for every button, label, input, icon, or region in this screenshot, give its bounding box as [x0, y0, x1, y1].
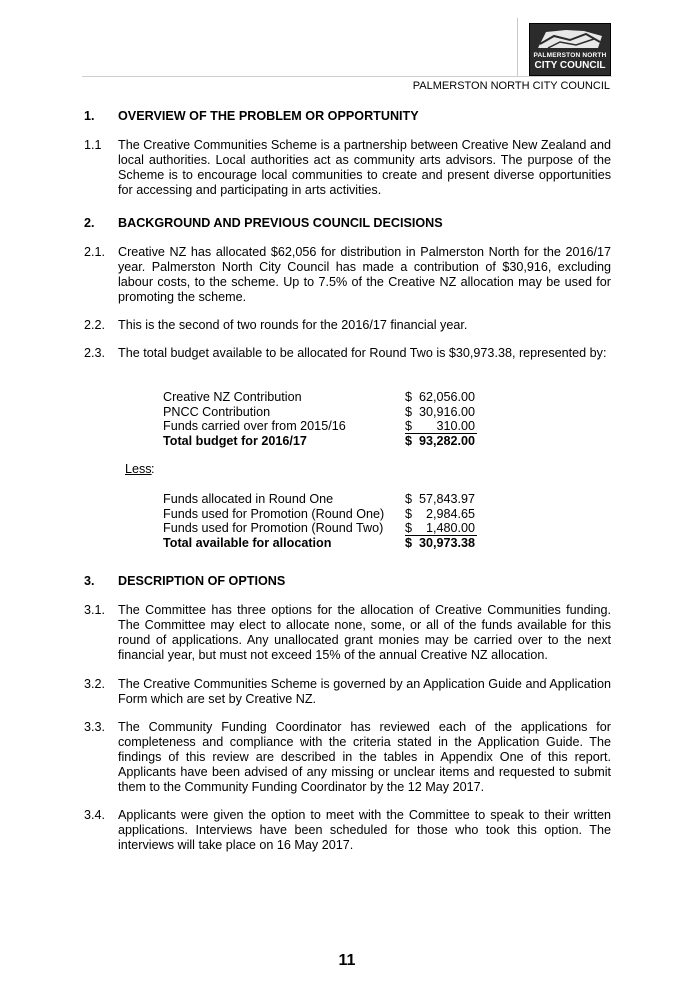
- paragraph-number: 3.4.: [84, 808, 106, 822]
- paragraph-text: This is the second of two rounds for the 2016/17 financial year.: [118, 318, 468, 332]
- row-amount: 1,480.00: [425, 521, 475, 536]
- row-currency: $: [405, 521, 413, 536]
- page-number: 11: [338, 952, 356, 969]
- less-label: Less: [125, 462, 152, 476]
- paragraph-number: 2.3.: [84, 346, 106, 360]
- header-rule: [82, 76, 612, 77]
- total-amount: 93,282.00: [418, 434, 475, 449]
- row-currency: $: [405, 492, 413, 506]
- section-title: OVERVIEW OF THE PROBLEM OR OPPORTUNITY: [118, 109, 419, 123]
- header-org: PALMERSTON NORTH CITY COUNCIL: [412, 80, 610, 92]
- row-currency: $: [405, 506, 413, 521]
- logo-divider: [517, 18, 518, 76]
- paragraph-text: The Community Funding Coordinator has reviewed each of the applications for completeness and compliance with the criteria stated in the Application Guide. The findings of this review are described in the tables in Appendix One of this report. Applicants have been advised of any missing or unclear items and requested to submit them to the Community Funding Coordinator by the 12 May 2017.: [118, 720, 611, 794]
- total-label: Total available for allocation: [163, 536, 332, 551]
- paragraph-text: The Committee has three options for the allocation of Creative Communities funding. The Committee may elect to allocate none, some, or all of the funds available for this round of applications. Any unallocated grant monies may be carried over to the next financial year, but must not exceed 15% of the annual Creative NZ allocation.: [118, 603, 611, 662]
- row-label: Funds used for Promotion (Round One): [163, 506, 385, 521]
- paragraph-3-3: [84, 720, 611, 795]
- row-label: Funds used for Promotion (Round Two): [163, 521, 384, 536]
- row-amount: 57,843.97: [418, 492, 475, 506]
- total-amount: 30,973.38: [418, 536, 475, 551]
- paragraph-number: 2.1.: [84, 245, 106, 259]
- logo-line1: PALMERSTON NORTH: [533, 52, 607, 59]
- section-title: DESCRIPTION OF OPTIONS: [118, 574, 286, 588]
- logo-mark-icon: [536, 28, 604, 50]
- paragraph-3-4: [84, 808, 611, 853]
- paragraph-text: The Creative Communities Scheme is a partnership between Creative New Zealand and local authorities. Local authorities act as community arts advisors. The purpose of the Scheme is to encourage local communities to create and present diverse opportunities for accessing and participating in arts activities.: [118, 138, 611, 197]
- paragraph-1-1: [84, 138, 611, 198]
- row-label: Creative NZ Contribution: [163, 390, 302, 404]
- total-currency: $: [405, 536, 413, 551]
- less-colon: :: [151, 462, 155, 476]
- paragraph-number: 3.1.: [84, 603, 106, 617]
- paragraph-number: 1.1: [84, 138, 102, 152]
- row-amount: 62,056.00: [418, 390, 475, 404]
- paragraph-2-3: [84, 346, 611, 361]
- row-currency: $: [405, 404, 413, 419]
- logo-line2: CITY COUNCIL: [534, 60, 606, 71]
- paragraph-text: The total budget available to be allocated for Round Two is $30,973.38, represented by:: [118, 346, 607, 360]
- paragraph-number: 3.3.: [84, 720, 106, 734]
- paragraph-text: Creative NZ has allocated $62,056 for distribution in Palmerston North for the 2016/17 year. Palmerston North City Council has made a contribution of $30,916, excluding labour costs, to the scheme. Up to 7.5% of the Creative NZ allocation may be used for promoting the scheme.: [118, 245, 611, 304]
- section-number: 2.: [84, 216, 95, 230]
- paragraph-3-1: [84, 603, 611, 663]
- row-amount: 30,916.00: [418, 404, 475, 419]
- paragraph-2-2: [84, 318, 611, 333]
- paragraph-number: 2.2.: [84, 318, 106, 332]
- section-title: BACKGROUND AND PREVIOUS COUNCIL DECISIONS: [118, 216, 443, 230]
- row-currency: $: [405, 390, 413, 404]
- row-amount: 310.00: [436, 419, 475, 434]
- row-label: Funds carried over from 2015/16: [163, 419, 346, 434]
- paragraph-number: 3.2.: [84, 677, 106, 691]
- section-number: 1.: [84, 109, 95, 123]
- row-label: PNCC Contribution: [163, 404, 271, 419]
- total-label: Total budget for 2016/17: [163, 434, 307, 449]
- paragraph-text: The Creative Communities Scheme is governed by an Application Guide and Application Form which are set by Creative NZ.: [118, 677, 611, 706]
- council-logo: [529, 23, 611, 76]
- paragraph-3-2: [84, 677, 611, 707]
- paragraph-text: Applicants were given the option to meet with the Committee to speak to their written applications. Interviews have been scheduled for those who took this option. The interviews will take place on 16 May 2017.: [118, 808, 611, 852]
- paragraph-2-1: [84, 245, 611, 305]
- row-currency: $: [405, 419, 413, 434]
- total-currency: $: [405, 434, 413, 449]
- row-amount: 2,984.65: [425, 506, 475, 521]
- section-number: 3.: [84, 574, 95, 588]
- row-label: Funds allocated in Round One: [163, 492, 334, 506]
